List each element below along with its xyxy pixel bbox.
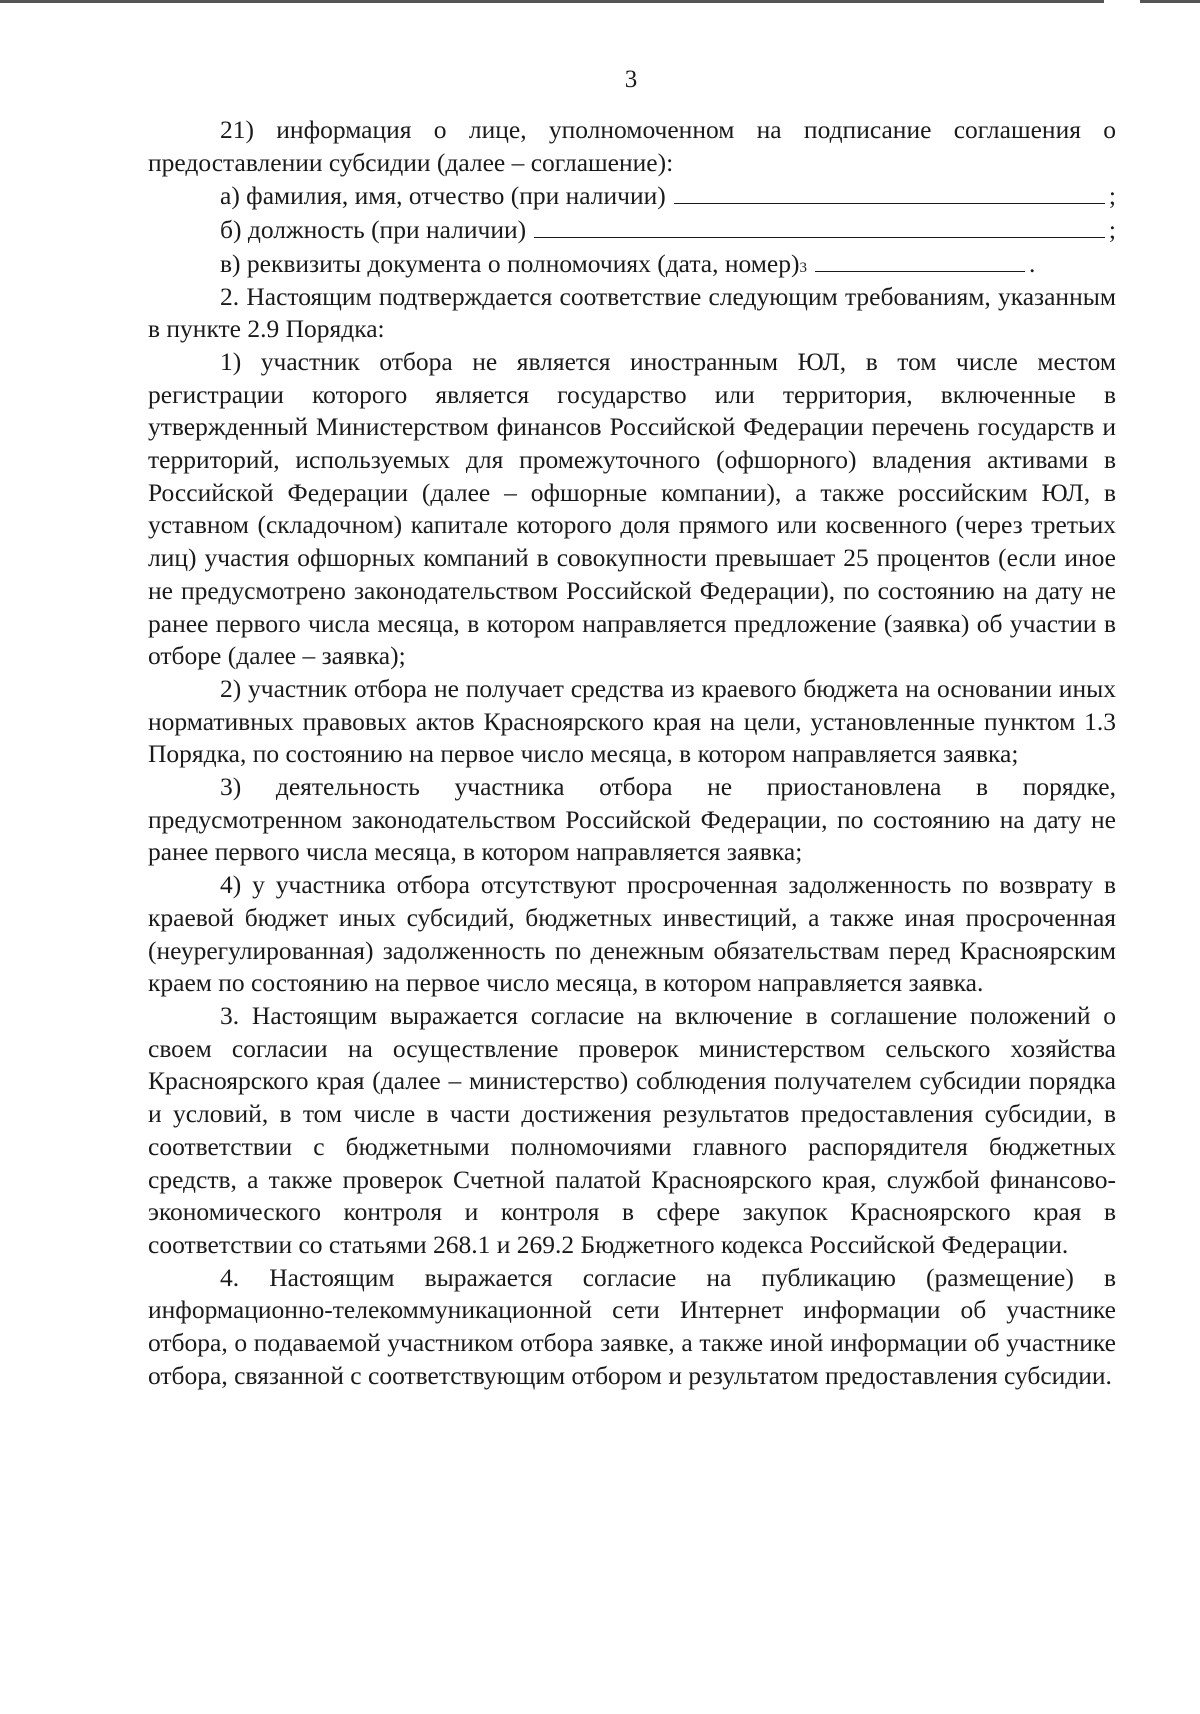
section-3: 3. Настоящим выражается согласие на включение в соглашение положений о своем согласии на осуществление проверок министерством сельского хозяйства Красноярского края (далее – министерство) соблюдения получателем субсидии порядка и условий, в том числе в части достижения результатов предоставления субсидии, в соответствии с бюджетными полномочиями главного распорядителя бюджетных средств, а также проверок Счетной палатой Красноярского края, службой финансово-экономического контроля и контроля в сфере закупок Красноярского края в соответствии со статьями 268.1 и 269.2 Бюджетного кодекса Российской Федерации. xyxy=(148,1000,1116,1259)
section-2-item-3: 3) деятельность участника отбора не приостановлена в порядке, предусмотренном законодательством Российской Федерации, по состоянию на дату не ранее первого числа месяца, в котором направляется заявка; xyxy=(148,772,1116,867)
field-full-name-blank[interactable] xyxy=(674,179,1105,204)
field-authority-document-label: в) реквизиты документа о полномочиях (дата, номер) xyxy=(220,248,800,278)
section-2-item-4: 4) у участника отбора отсутствуют просроченная задолженность по возврату в краевой бюджет иных субсидий, бюджетных инвестиций, а также иная просроченная (неурегулированная) задолженность по денежным обязательствам перед Красноярским краем по состоянию на первое число месяца, в котором направляется заявка. xyxy=(148,870,1116,998)
field-authority-document-blank[interactable] xyxy=(815,247,1025,272)
field-position-end: ; xyxy=(1108,215,1116,245)
field-full-name-label: а) фамилия, имя, отчество (при наличии) xyxy=(220,181,666,211)
field-position-blank[interactable] xyxy=(534,213,1105,238)
field-position-label: б) должность (при наличии) xyxy=(220,215,527,245)
section-2-intro: 2. Настоящим подтверждается соответствие следующим требованиям, указанным в пункте 2.9 Порядка: xyxy=(148,281,1116,344)
section-2-item-1: 1) участник отбора не является иностранным ЮЛ, в том числе местом регистрации которого является государство или территория, включенные в утвержденный Министерством финансов Российской Федерации перечень государств и территорий, используемых для промежуточного (офшорного) владения активами в Российской Федерации (далее – офшорные компании), а также российским ЮЛ, в уставном (складочном) капитале которого доля прямого или косвенного (через третьих лиц) участия офшорных компаний в совокупности превышает 25 процентов (если иное не предусмотрено законодательством Российской Федерации), по состоянию на дату не ранее первого числа месяца, в котором направляется предложение (заявка) об участии в отборе (далее – заявка); xyxy=(148,346,1116,671)
scan-top-edge xyxy=(0,0,1200,3)
item-21: 21) информация о лице, уполномоченном на подписание соглашения о предоставлении субсидии (далее – соглашение): xyxy=(148,115,1116,177)
field-position xyxy=(148,213,1116,247)
field-authority-document: в) реквизиты документа о полномочиях (дата, номер) 3 . xyxy=(148,247,1116,281)
page-number: 3 xyxy=(624,66,638,93)
document-body xyxy=(148,114,1116,1392)
field-full-name-end: ; xyxy=(1108,181,1116,211)
section-4: 4. Настоящим выражается согласие на публикацию (размещение) в информационно-телекоммуникационной сети Интернет информации об участнике отбора, о подаваемой участником отбора заявке, а также иной информации об участнике отбора, связанной с соответствующим отбором и результатом предоставления субсидии. xyxy=(148,1262,1116,1390)
field-authority-document-end: . xyxy=(1028,248,1036,278)
field-full-name xyxy=(148,179,1116,213)
section-2-item-2: 2) участник отбора не получает средства из краевого бюджета на основании иных нормативных правовых актов Красноярского края на цели, установленные пунктом 1.3 Порядка, по состоянию на первое число месяца, в котором направляется заявка; xyxy=(148,673,1116,769)
